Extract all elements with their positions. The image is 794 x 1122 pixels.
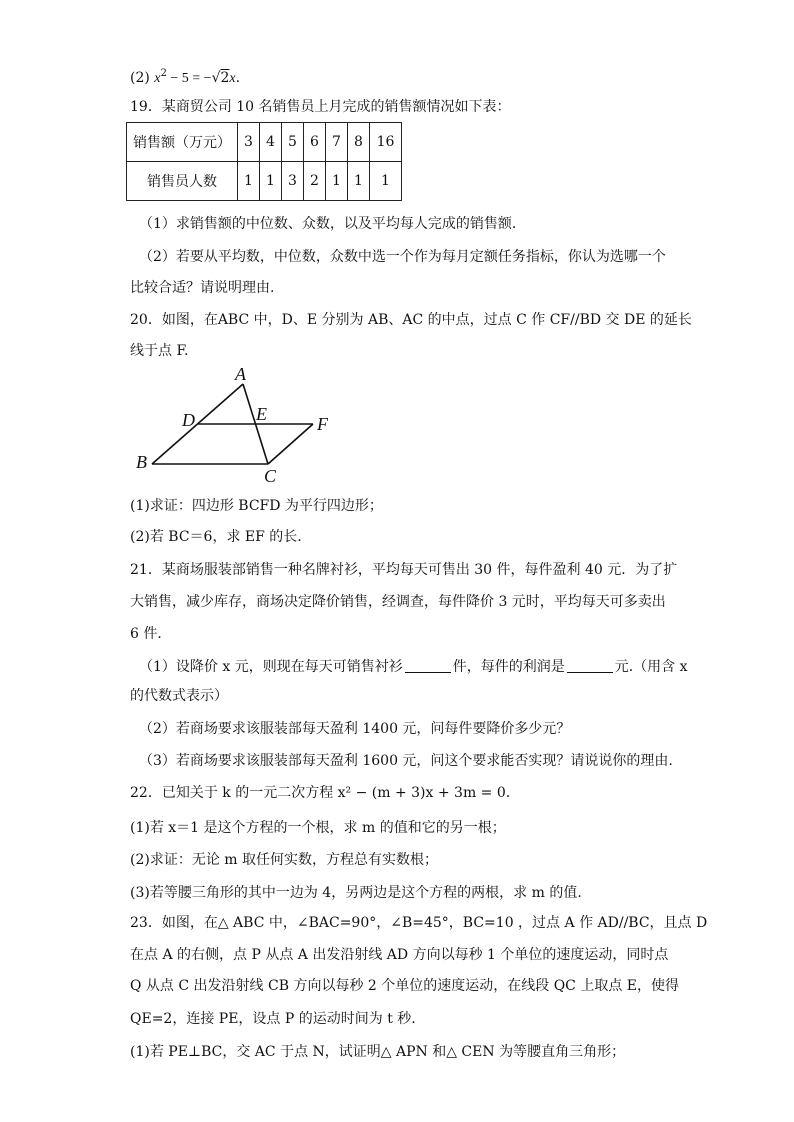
q19-part2-line1: （2）若要从平均数，中位数，众数中选一个作为每月定额任务指标，你认为选哪一个 [139, 249, 666, 265]
q20-part2: (2)若 BC＝6，求 EF 的长. [130, 529, 302, 545]
sqrt2-glyph: √2 [211, 70, 230, 86]
q20-stem-line2: 线于点 F. [130, 343, 189, 359]
table-cell: 5 [282, 123, 304, 162]
table-header-cell: 销售员人数 [127, 162, 238, 201]
q21-part1-line2: 的代数式表示） [130, 688, 228, 704]
table-cell: 6 [304, 123, 326, 162]
q20-stem-line1: 20．如图，在ABC 中，D、E 分别为 AB、AC 的中点，过点 C 作 CF//BD 交 DE 的延长 [130, 312, 692, 328]
q21-part1-text-b: 件，每件的利润是 [452, 659, 565, 675]
point-label-E: E [256, 404, 267, 424]
q21-part1-text-a: （1）设降价 x 元，则现在每天可销售衬衫 [139, 659, 403, 675]
point-label-C: C [264, 466, 277, 486]
q18-part2-label: (2) [130, 70, 150, 86]
point-label-B: B [136, 452, 147, 472]
table-cell: 1 [348, 162, 370, 201]
table-cell: 1 [260, 162, 282, 201]
table-row [127, 162, 402, 201]
q19-stem: 19．某商贸公司 10 名销售员上月完成的销售额情况如下表： [130, 99, 511, 115]
table-cell: 8 [348, 123, 370, 162]
q21-stem-line2: 大销售，减少库存，商场决定降价销售，经调查，每件降价 3 元时，平均每天可多卖出 [130, 594, 666, 610]
table-cell: 1 [326, 162, 348, 201]
q23-line1: 23．如图，在△ ABC 中，∠BAC=90°，∠B=45°，BC=10 ，过点 A 作 AD//BC，且点 D [130, 915, 708, 931]
table-cell: 1 [370, 162, 402, 201]
q18-eq-x: x [154, 71, 161, 86]
q21-stem-line3: 6 件． [130, 626, 172, 642]
q22-part2: (2)求证：无论 m 取任何实数，方程总有实数根； [130, 852, 439, 868]
point-label-A: A [235, 368, 246, 384]
q18-eq-mid: − 5 = − [166, 71, 212, 86]
q19-part2-line2: 比较合适？请说明理由. [130, 280, 275, 296]
table-cell: 1 [238, 162, 260, 201]
q19-part1: （1）求销售额的中位数、众数，以及平均每人完成的销售额. [139, 216, 517, 232]
table-cell: 4 [260, 123, 282, 162]
q23-line5: (1)若 PE⊥BC，交 AC 于点 N，试证明△ APN 和△ CEN 为等腰直角三角形； [130, 1044, 626, 1060]
q18-eq-x2: x [229, 71, 236, 86]
q22-part1: (1)若 x＝1 是这个方程的一个根，求 m 的值和它的另一根； [130, 820, 506, 836]
q23-line4: QE=2，连接 PE，设点 P 的运动时间为 t 秒. [130, 1011, 416, 1027]
q22-stem: 22．已知关于 k 的一元二次方程 x² − (m + 3)x + 3m = 0. [130, 785, 511, 801]
q21-part1-text-c: 元.（用含 x [614, 659, 688, 675]
table-cell: 3 [238, 123, 260, 162]
point-label-D: D [182, 410, 195, 430]
triangle-figure [130, 368, 350, 486]
table-cell: 16 [370, 123, 402, 162]
q18-part2 [130, 64, 240, 89]
q23-line3: Q 从点 C 出发沿射线 CB 方向以每秒 2 个单位的速度运动，在线段 QC 上取点 E，使得 [130, 978, 680, 994]
point-label-F: F [317, 414, 328, 434]
sales-table [126, 122, 402, 201]
q20-part1: (1)求证：四边形 BCFD 为平行四边形； [130, 498, 383, 514]
q22-part3: (3)若等腰三角形的其中一边为 4，另两边是这个方程的两根，求 m 的值. [130, 885, 582, 901]
segment-CF [268, 424, 313, 464]
q21-part2: （2）若商场要求该服装部每天盈利 1400 元，问每件要降价多少元？ [139, 721, 571, 737]
answer-blank[interactable] [567, 658, 613, 673]
q23-line2: 在点 A 的右侧，点 P 从点 A 出发沿射线 AD 方向以每秒 1 个单位的速度运动，同时点 [130, 947, 669, 963]
q21-stem-line1: 21．某商场服装部销售一种名牌衬衫，平均每天可售出 30 件，每件盈利 40 元．为了扩 [130, 562, 678, 578]
q21-part1 [139, 657, 688, 677]
table-cell: 3 [282, 162, 304, 201]
q18-eq-exp: 2 [160, 68, 167, 79]
answer-blank[interactable] [405, 658, 451, 673]
table-cell: 2 [304, 162, 326, 201]
table-header-cell: 销售额（万元） [127, 123, 238, 162]
q18-eq-end: . [235, 70, 241, 86]
table-row [127, 123, 402, 162]
table-cell: 7 [326, 123, 348, 162]
q21-part3: （3）若商场要求该服装部每天盈利 1600 元，问这个要求能否实现？请说说你的理由. [139, 753, 673, 769]
